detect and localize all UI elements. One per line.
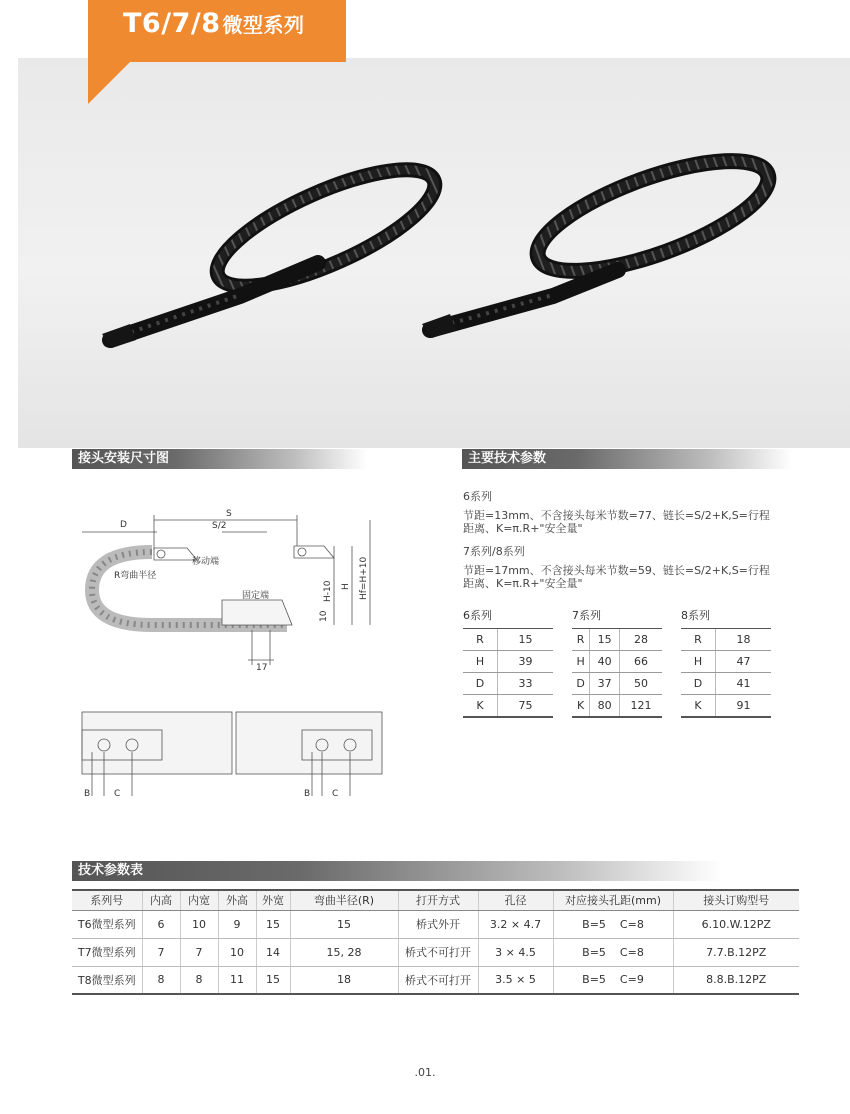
table-row <box>681 695 771 717</box>
cell: T7微型系列 <box>72 938 142 966</box>
dim-17: 17 <box>256 663 268 673</box>
table-7-caption: 7系列 <box>572 609 601 622</box>
dim-Hf: Hf=H+10 <box>359 556 369 600</box>
col-outer-height: 外高 <box>218 890 256 910</box>
table-6-caption: 6系列 <box>463 609 492 622</box>
table-row <box>463 629 553 651</box>
cell: 桥式不可打开 <box>398 966 478 994</box>
table-header-row <box>72 890 799 910</box>
cell: K <box>681 695 715 717</box>
dim-B-right: B <box>304 789 311 799</box>
cell: 75 <box>497 695 553 717</box>
cell: 8 <box>142 966 180 994</box>
cell: R <box>572 629 590 651</box>
cell: 7 <box>142 938 180 966</box>
cell: 33 <box>497 673 553 695</box>
page-title <box>123 8 305 39</box>
cell: 18 <box>715 629 771 651</box>
installation-diagram <box>72 490 392 810</box>
cell: D <box>572 673 590 695</box>
dim-B-left: B <box>84 789 91 799</box>
cell: 66 <box>619 651 662 673</box>
cell: 7.7.B.12PZ <box>673 938 799 966</box>
cell: 15 <box>290 910 398 938</box>
dim-D: D <box>120 520 127 530</box>
section-joint-dims: 接头安装尺寸图 <box>72 449 367 469</box>
spec-78-line2: 距离、K=π.R+"安全量" <box>463 577 583 590</box>
section-param-table: 技术参数表 <box>72 861 722 881</box>
cell: 3 × 4.5 <box>478 938 553 966</box>
cell: T8微型系列 <box>72 966 142 994</box>
cell: T6微型系列 <box>72 910 142 938</box>
cell: 50 <box>619 673 662 695</box>
cell: 8 <box>180 966 218 994</box>
cell: 39 <box>497 651 553 673</box>
col-bend-radius: 弯曲半径(R) <box>290 890 398 910</box>
cell: 8.8.B.12PZ <box>673 966 799 994</box>
technical-parameter-table <box>72 889 799 995</box>
cell: B=5 C=8 <box>553 910 673 938</box>
label-move-end: 移动端 <box>192 557 220 567</box>
cell: 28 <box>619 629 662 651</box>
cell: 121 <box>619 695 662 717</box>
dim-C-right: C <box>332 789 339 799</box>
table-7-series <box>572 607 662 718</box>
col-order-model: 接头订购型号 <box>673 890 799 910</box>
col-inner-width: 内宽 <box>180 890 218 910</box>
col-hole-distance: 对应接头孔距(mm) <box>553 890 673 910</box>
page-number: .01. <box>414 1066 436 1079</box>
cell: 7 <box>180 938 218 966</box>
table-row <box>572 673 662 695</box>
cell: 10 <box>218 938 256 966</box>
cell: 15 <box>590 629 620 651</box>
table-row <box>572 629 662 651</box>
cell: 80 <box>590 695 620 717</box>
cell: K <box>572 695 590 717</box>
table-row <box>681 673 771 695</box>
page-title-main: T6/7/8 <box>123 8 221 39</box>
cell: 91 <box>715 695 771 717</box>
chain-right <box>422 139 781 338</box>
cell: H <box>681 651 715 673</box>
dim-10: 10 <box>319 610 329 622</box>
spec-6-series <box>463 490 770 535</box>
cell: 37 <box>590 673 620 695</box>
cell: 15 <box>497 629 553 651</box>
dim-H: H <box>341 583 351 590</box>
spec-78-title: 7系列/8系列 <box>463 545 525 558</box>
spec-6-line1: 节距=13mm、不含接头每米节数=77、链长=S/2+K,S=行程 <box>463 509 770 522</box>
cell: K <box>463 695 497 717</box>
table-8-series <box>681 607 771 718</box>
cell: D <box>681 673 715 695</box>
table-row <box>681 651 771 673</box>
cell: R <box>681 629 715 651</box>
cell: 10 <box>180 910 218 938</box>
section-main-params: 主要技术参数 <box>462 449 792 469</box>
cell: B=5 C=8 <box>553 938 673 966</box>
col-inner-height: 内高 <box>142 890 180 910</box>
cell: 41 <box>715 673 771 695</box>
spec-6-line2: 距离、K=π.R+"安全量" <box>463 522 583 535</box>
table-row <box>72 910 799 938</box>
cable-chain-photos <box>18 58 850 448</box>
table-row <box>463 651 553 673</box>
table-row <box>72 966 799 994</box>
cell: H <box>572 651 590 673</box>
col-series: 系列号 <box>72 890 142 910</box>
cell: 6.10.W.12PZ <box>673 910 799 938</box>
table-row <box>572 651 662 673</box>
page-title-sub: 微型系列 <box>222 13 305 37</box>
dim-H10: H-10 <box>323 580 333 602</box>
cell: 18 <box>290 966 398 994</box>
cell: R <box>463 629 497 651</box>
col-hole-size: 孔径 <box>478 890 553 910</box>
cell: 3.5 × 5 <box>478 966 553 994</box>
col-outer-width: 外宽 <box>256 890 290 910</box>
table-row <box>681 629 771 651</box>
table-8-caption: 8系列 <box>681 609 710 622</box>
cell: 6 <box>142 910 180 938</box>
cell: B=5 C=9 <box>553 966 673 994</box>
cell: 桥式不可打开 <box>398 938 478 966</box>
dim-C-left: C <box>114 789 121 799</box>
table-row <box>463 673 553 695</box>
cell: 11 <box>218 966 256 994</box>
cell: 3.2 × 4.7 <box>478 910 553 938</box>
table-row <box>72 938 799 966</box>
table-row <box>463 695 553 717</box>
table-6-series <box>463 607 553 718</box>
col-open-method: 打开方式 <box>398 890 478 910</box>
spec-78-line1: 节距=17mm、不含接头每米节数=59、链长=S/2+K,S=行程 <box>463 564 770 577</box>
dim-S2: S/2 <box>212 521 227 531</box>
dim-S: S <box>226 509 232 519</box>
table-row <box>572 695 662 717</box>
cell: 15, 28 <box>290 938 398 966</box>
label-bend-radius: R弯曲半径 <box>114 571 157 581</box>
label-fixed-end: 固定端 <box>242 591 270 601</box>
spec-78-series <box>463 545 770 590</box>
cell: 9 <box>218 910 256 938</box>
spec-6-title: 6系列 <box>463 490 492 503</box>
cell: 40 <box>590 651 620 673</box>
cell: 15 <box>256 966 290 994</box>
cell: 14 <box>256 938 290 966</box>
cell: D <box>463 673 497 695</box>
cell: 桥式外开 <box>398 910 478 938</box>
chain-left <box>102 147 448 348</box>
cell: H <box>463 651 497 673</box>
cell: 15 <box>256 910 290 938</box>
cell: 47 <box>715 651 771 673</box>
